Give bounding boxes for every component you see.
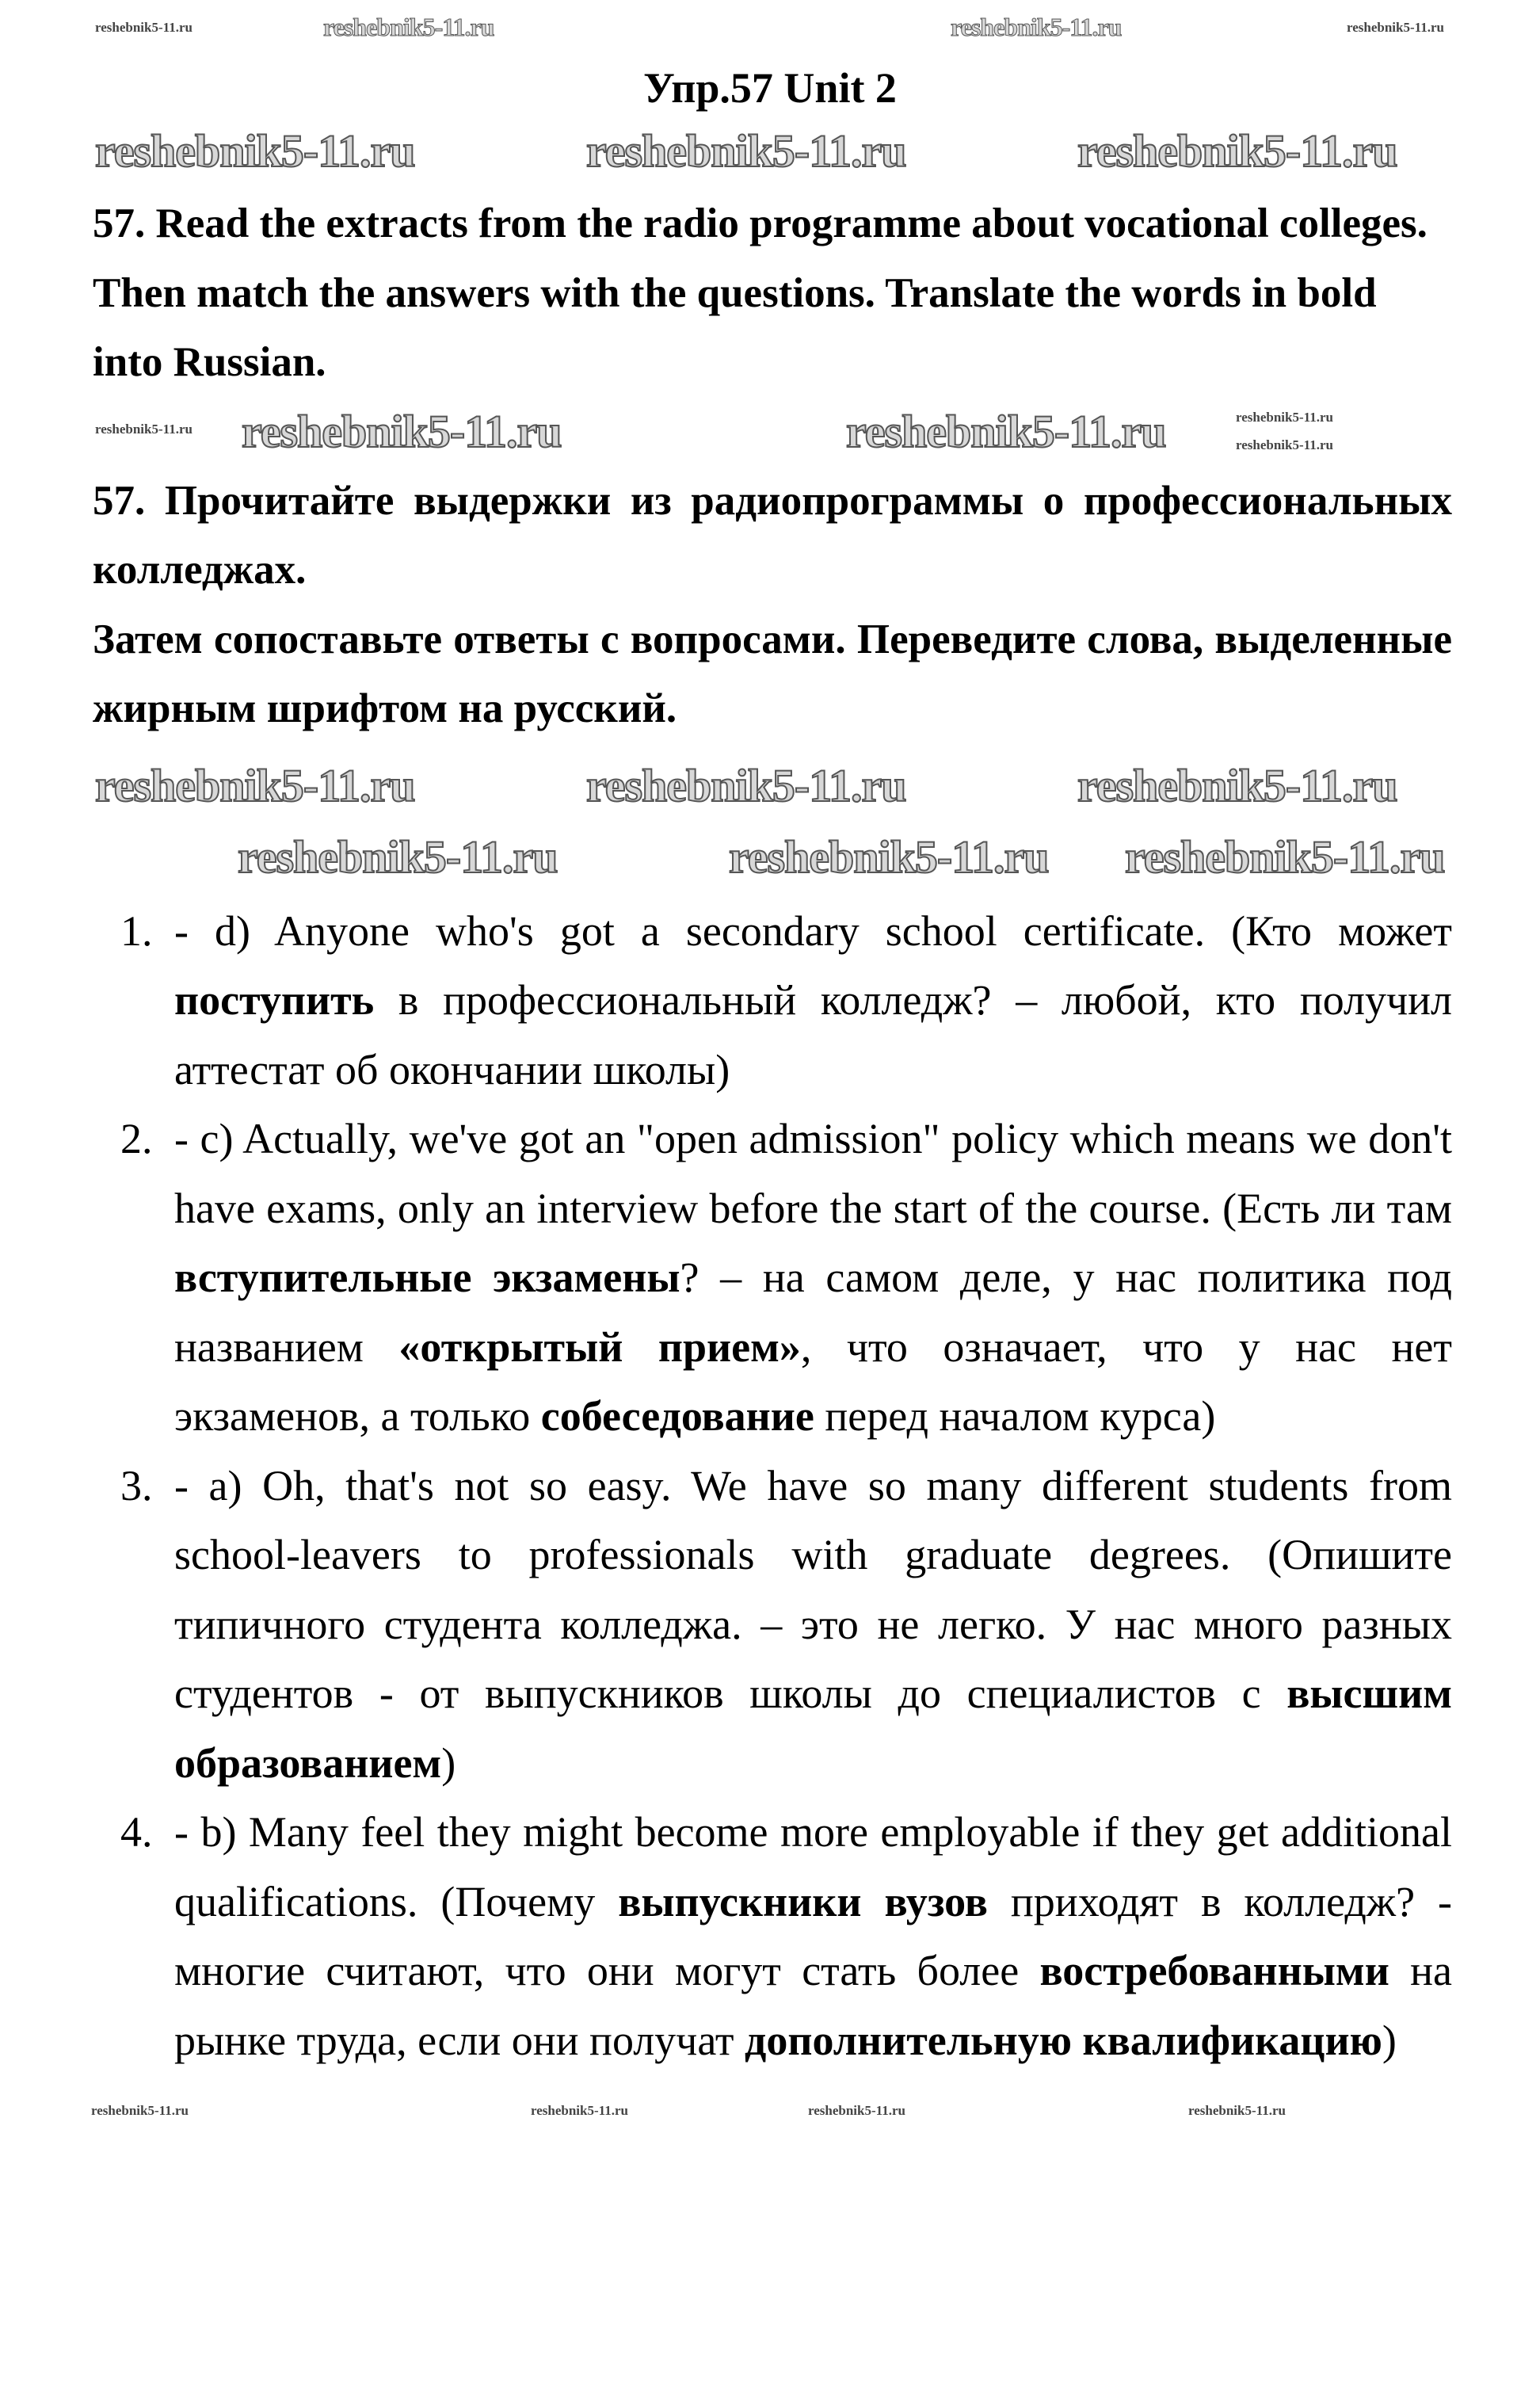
watermark-band	[0, 744, 1540, 897]
watermark: reshebnik5-11.ru	[1347, 20, 1444, 35]
watermark: reshebnik5-11.ru	[586, 759, 906, 811]
answer-number: 3.	[120, 1461, 153, 1509]
bold-term: высшим образованием	[174, 1670, 1452, 1787]
watermark: reshebnik5-11.ru	[531, 2103, 628, 2118]
task-en-line-1: 57. Read the extracts from the radio programme about vocational colleges.	[93, 200, 1428, 246]
task-en-line-2: Then match the answers with the questions. Translate the words in bold into Russian.	[93, 269, 1377, 385]
bold-term: дополнительную квалификацию	[745, 2016, 1382, 2064]
watermark: reshebnik5-11.ru	[846, 405, 1166, 457]
watermark: reshebnik5-11.ru	[729, 830, 1049, 883]
bold-term: вступительные экзамены	[174, 1254, 680, 1301]
bold-term: собеседование	[540, 1392, 814, 1440]
answer-text: , что означает, что у нас нет экзаменов, а только	[174, 1322, 1452, 1440]
answer-item	[93, 897, 1452, 1105]
answer-text: приходят в колледж? - многие считают, что они могут стать более	[174, 1877, 1453, 1994]
watermark: reshebnik5-11.ru	[586, 125, 906, 177]
answer-number: 4.	[120, 1808, 153, 1856]
watermark-band	[0, 0, 1540, 62]
bold-term: «открытый прием»	[398, 1322, 801, 1371]
watermark: reshebnik5-11.ru	[95, 421, 192, 437]
watermark: reshebnik5-11.ru	[323, 13, 494, 41]
watermark: reshebnik5-11.ru	[1077, 125, 1397, 177]
answer-text: перед началом курса)	[814, 1392, 1216, 1440]
answer-item	[93, 1452, 1452, 1799]
answer-text: )	[1382, 2016, 1397, 2064]
watermark-band	[0, 398, 1540, 467]
watermark: reshebnik5-11.ru	[242, 405, 562, 457]
answer-text: - c) Actually, we've got an "open admission" policy which means we don't have exams, only an interview before the start of the course. (Есть ли там	[174, 1115, 1452, 1232]
watermark: reshebnik5-11.ru	[95, 759, 415, 811]
answer-item	[93, 1105, 1452, 1452]
watermark: reshebnik5-11.ru	[238, 830, 558, 883]
watermark: reshebnik5-11.ru	[808, 2103, 905, 2118]
watermark: reshebnik5-11.ru	[1077, 759, 1397, 811]
watermark: reshebnik5-11.ru	[951, 13, 1122, 41]
page-title: Упр.57 Unit 2	[643, 64, 897, 112]
answer-number: 1.	[120, 906, 153, 955]
watermark: reshebnik5-11.ru	[1125, 830, 1445, 883]
watermark: reshebnik5-11.ru	[95, 125, 415, 177]
answer-text: )	[441, 1738, 456, 1787]
watermark: reshebnik5-11.ru	[95, 20, 192, 35]
watermark-band	[0, 2075, 1540, 2147]
answer-text: - b) Many feel they might become more employable if they get additional qualifications. (Почему	[174, 1808, 1452, 1925]
bold-term: поступить	[174, 976, 375, 1024]
task-english	[93, 189, 1452, 398]
answer-text: на рынке труда, если они получат	[174, 1947, 1452, 2064]
watermark: reshebnik5-11.ru	[91, 2103, 189, 2118]
answers-list	[93, 897, 1452, 2076]
watermark: reshebnik5-11.ru	[1188, 2103, 1286, 2118]
answer-text: ? – на самом деле, у нас политика под названием	[174, 1254, 1452, 1371]
bold-term: востребованными	[1039, 1947, 1389, 1994]
task-ru-line-1: 57. Прочитайте выдержки из радиопрограммы о профессиональных колледжах.	[93, 477, 1452, 593]
answer-text: - d) Anyone who's got a secondary school certificate. (Кто может	[174, 906, 1452, 955]
answer-text: - a) Oh, that's not so easy. We have so many different students from school-leavers to professionals with graduate degrees. (Опишите типичного студента колледжа. – это не легко. У нас много разных студентов - от выпускников школы до специалистов с	[174, 1461, 1452, 1717]
answer-text: в профессиональный колледж? – любой, кто получил аттестат об окончании школы)	[174, 976, 1452, 1093]
task-russian	[93, 467, 1452, 744]
task-ru-line-2: Затем сопоставьте ответы с вопросами. Переведите слова, выделенные жирным шрифтом на русский.	[93, 616, 1452, 731]
watermark: reshebnik5-11.ru	[1236, 437, 1333, 452]
answer-item	[93, 1798, 1452, 2075]
answer-number: 2.	[120, 1115, 153, 1162]
watermark: reshebnik5-11.ru	[1236, 409, 1333, 425]
bold-term: выпускники вузов	[618, 1877, 988, 1925]
watermark-band	[0, 114, 1540, 189]
